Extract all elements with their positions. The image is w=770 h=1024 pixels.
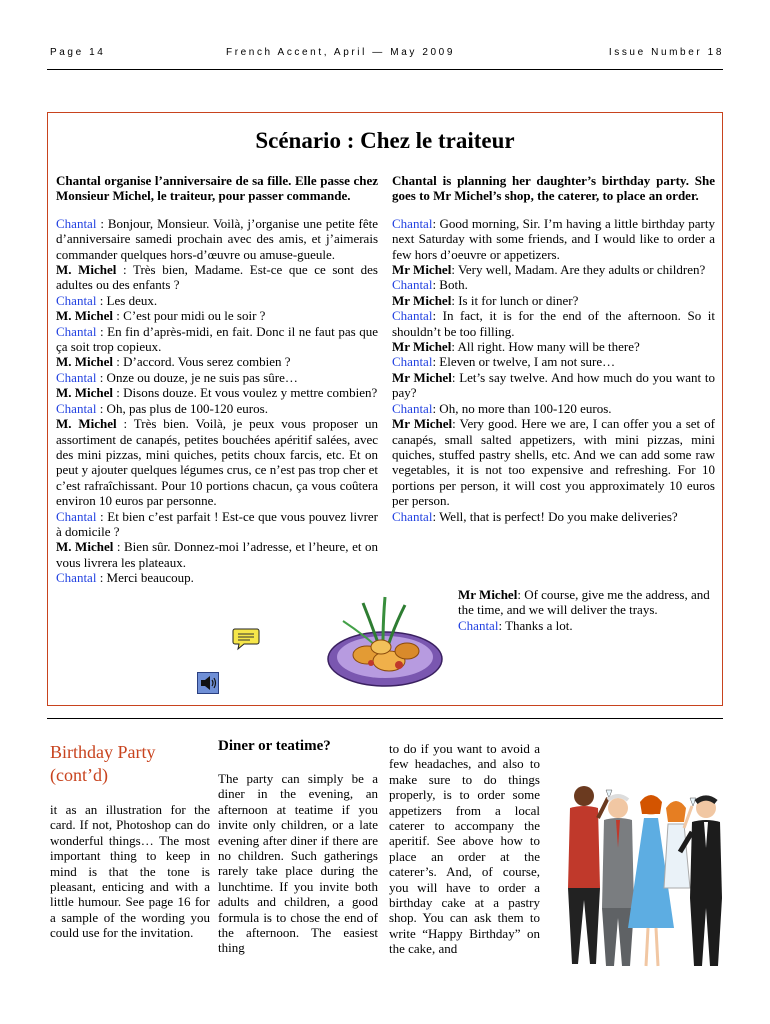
dialogue-text: : Well, that is perfect! Do you make deliveries? <box>432 508 678 524</box>
dialogue-text: : Merci beaucoup. <box>96 570 194 586</box>
publication-title: French Accent, April — May 2009 <box>226 47 456 58</box>
appetizer-platter-icon <box>323 593 445 693</box>
dialogue-line <box>56 385 378 400</box>
dialogue-text: : Très bien. Voilà, je peux vous proposer un assortiment de canapés, petites bouchées apéritif salées, avec des mini pizzas, mini quiches, petits choux farcis, etc. Et on peut y ajouter quelques légumes crus, ce n’est pas trop cher et c’est rafraîchissant. Pour 10 portions chacun, ça vous coûtera environ 10 euros par personne. <box>56 416 378 509</box>
dialogue-line <box>392 308 715 339</box>
dialogue-line <box>392 370 715 401</box>
dialogue-line <box>392 339 715 354</box>
dialogue-line <box>392 509 715 524</box>
birthday-party-body: it as an illustration for the card. If not, Photoshop can do wonderful things… The most important thing to keep in mind is that the tone is pleasant, enticing and with a little humour. See page 16 for a sample of the wording you could use for the invitation. <box>50 802 210 941</box>
speaker-chantal: Chantal <box>392 400 433 416</box>
dialogue-line <box>56 324 378 355</box>
dialogue-text: : Et bien c’est parfait ! Est-ce que vous pouvez livrer à domicile ? <box>56 508 378 539</box>
dialogue-text: : Bien sûr. Donnez-moi l’adresse, et l’heure, et on vous livrera les plateaux. <box>56 539 378 570</box>
diner-column-2: to do if you want to avoid a few headaches, and also to make sure to do things properly, is to order some appetizers from a local caterer to accompany the aperitif. See above how to place an order at the caterer’s. And, of course, you will have to order a birthday cake at a pastry shop. You can ask them to write “Happy Birthday” on the cake, and <box>389 741 540 957</box>
speaker-michel: M. Michel <box>56 385 114 401</box>
intro-english: Chantal is planning her daughter’s birthday party. She goes to Mr Michel’s shop, the caterer, to place an order. <box>392 173 715 204</box>
speaker-chantal: Chantal <box>56 323 97 339</box>
speaker-michel: Mr Michel <box>392 416 453 432</box>
dialogue-text: : Oh, no more than 100-120 euros. <box>432 400 612 416</box>
speaker-michel: M. Michel <box>56 416 117 432</box>
dialogue-french <box>56 173 378 586</box>
dialogue-line <box>56 354 378 369</box>
dialogue-line <box>56 370 378 385</box>
dialogue-line <box>392 277 715 292</box>
speaker-icon[interactable] <box>197 672 219 694</box>
page-number: Page 14 <box>50 47 106 58</box>
dialogue-line <box>392 354 715 369</box>
dialogue-text: : Oh, pas plus de 100-120 euros. <box>96 400 268 416</box>
speaker-chantal: Chantal <box>56 570 97 586</box>
dialogue-text: : Les deux. <box>96 292 158 308</box>
dialogue-text: : Very well, Madam. Are they adults or children? <box>451 262 706 278</box>
dialogue-text: : C’est pour midi ou le soir ? <box>113 308 266 324</box>
speaker-michel: Mr Michel <box>392 292 452 308</box>
speaker-chantal: Chantal <box>392 215 433 231</box>
speech-bubble-icon[interactable] <box>232 627 260 651</box>
diner-title: Diner or teatime? <box>218 738 331 754</box>
scenario-title: Scénario : Chez le traiteur <box>255 128 515 153</box>
dialogue-text: : Good morning, Sir. I’m having a little birthday party next Saturday with some friends, and I would like to order a few hors d’oeuvre or appetizers. <box>392 215 715 262</box>
dialogue-line <box>392 401 715 416</box>
dialogue-text: : All right. How many will be there? <box>451 339 640 355</box>
dialogue-text: : Disons douze. Et vous voulez y mettre combien? <box>113 385 378 401</box>
diner-column-1: The party can simply be a diner in the evening, an afternoon at teatime if you invite only children, or a late evening after diner if there are no children. Such gatherings rarely take place during the lunchtime. If you invite both adults and children, a good formula is to chose the end of the afternoon. The easiest thing <box>218 771 378 956</box>
dialogue-line <box>56 262 378 293</box>
dialogue-text: : En fin d’après-midi, en fait. Donc il ne faut pas que ça soit trop copieux. <box>56 323 378 355</box>
dialogue-english-end <box>458 587 716 633</box>
speaker-chantal: Chantal <box>458 617 499 633</box>
dialogue-english <box>392 173 715 524</box>
speaker-chantal: Chantal <box>392 508 433 524</box>
dialogue-line <box>56 570 378 585</box>
dialogue-text: : Très bien, Madame. Est-ce que ce sont des adultes ou des enfants ? <box>56 262 378 293</box>
intro-french: Chantal organise l’anniversaire de sa fille. Elle passe chez Monsieur Michel, le traiteur, pour passer commande. <box>56 173 378 204</box>
speaker-chantal: Chantal <box>392 277 433 293</box>
dialogue-text: : Bonjour, Monsieur. Voilà, j’organise une petite fête d’anniversaire samedi prochain avec des amis, et j’aimerais commander quelques hors-d’œuvre ou amuse-gueule. <box>56 215 378 262</box>
dialogue-line <box>56 401 378 416</box>
speaker-michel: M. Michel <box>56 354 114 370</box>
dialogue-text: : Is it for lunch or diner? <box>451 292 579 308</box>
speaker-michel: Mr Michel <box>392 369 452 385</box>
speaker-chantal: Chantal <box>392 354 433 370</box>
speaker-chantal: Chantal <box>56 292 97 308</box>
dialogue-text: : D’accord. Vous serez combien ? <box>113 354 291 370</box>
dialogue-line <box>56 509 378 540</box>
dialogue-text: : Of course, give me the address, and the time, and we will deliver the trays. <box>458 587 710 618</box>
dialogue-line <box>392 262 715 277</box>
speaker-chantal: Chantal <box>56 508 97 524</box>
dialogue-line <box>56 308 378 323</box>
speaker-michel: M. Michel <box>56 308 114 324</box>
dialogue-text: : Thanks a lot. <box>498 617 573 633</box>
dialogue-line <box>392 216 715 262</box>
speaker-michel: Mr Michel <box>392 339 452 355</box>
dialogue-text: : Eleven or twelve, I am not sure… <box>432 354 616 370</box>
speaker-chantal: Chantal <box>56 369 97 385</box>
dialogue-line <box>392 293 715 308</box>
speaker-michel: M. Michel <box>56 262 117 278</box>
dialogue-line <box>56 216 378 262</box>
dialogue-line <box>458 587 716 618</box>
dialogue-line <box>392 416 715 508</box>
speaker-chantal: Chantal <box>56 400 97 416</box>
dialogue-french-lines <box>56 216 378 586</box>
speaker-chantal: Chantal <box>392 308 433 324</box>
issue-number: Issue Number 18 <box>608 47 724 58</box>
speaker-michel: M. Michel <box>56 539 114 555</box>
dialogue-text: : Onze ou douze, je ne suis pas sûre… <box>96 369 298 385</box>
dialogue-line <box>458 618 716 633</box>
speaker-michel: Mr Michel <box>392 262 452 278</box>
dialogue-line <box>56 293 378 308</box>
dialogue-line <box>56 416 378 508</box>
dialogue-text: : In fact, it is for the end of the afternoon. So it shouldn’t be too filling. <box>392 308 715 339</box>
dialogue-line <box>56 539 378 570</box>
birthday-party-title: Birthday Party (cont’d) <box>50 742 156 785</box>
dialogue-text: : Both. <box>432 277 468 293</box>
party-people-icon <box>556 768 728 968</box>
dialogue-text: : Very good. Here we are, I can offer you a set of canapés, small salted appetizers, with mini pizzas, mini quiches, stuffed pastry shells, etc. And we can add some raw vegetables, it is not too expensive and refreshing. For 10 portions per person, it will cost you approximately 10 euros per person. <box>392 416 715 509</box>
dialogue-english-lines <box>392 216 715 524</box>
section-rule <box>47 718 723 719</box>
dialogue-text: : Let’s say twelve. And how much do you want to pay? <box>392 369 715 401</box>
speaker-michel: Mr Michel <box>458 587 518 602</box>
speaker-chantal: Chantal <box>56 215 97 231</box>
header-rule <box>47 69 723 70</box>
